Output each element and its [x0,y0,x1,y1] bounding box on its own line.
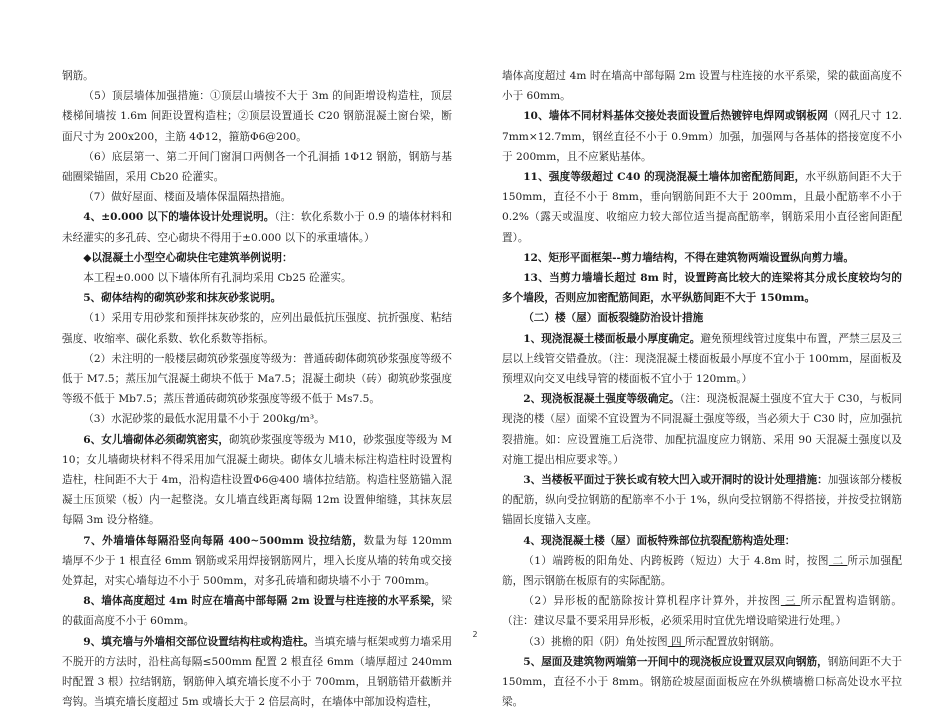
paragraph [502,329,902,390]
body-text: 梁的截面高度不小于 60mm。 [62,595,452,628]
paragraph [502,652,902,713]
bold-text: 3、当楼板平面过于狭长或有较大凹入或开洞时的设计处理措施： [523,474,828,487]
paragraph [502,591,902,631]
body-text: 墙体高度超过 4m 时在墙高中部每隔 2m 设置与柱连接的水平系梁，梁的截面高度不小于 60mm。 [502,70,902,103]
left-column [62,66,452,713]
body-text: 数量为每 120mm 墙厚不少于 1 根直径 6mm 钢筋或采用焊接钢筋网片，埋入长度从墙的转角或交接处算起，对实心墙每边不小于 500mm，对多孔砖墙和砌块墙不小于 700mm。 [62,534,452,588]
paragraph [62,349,452,410]
right-column [502,66,902,713]
body-text: 水平纵筋间距不大于 150mm，直径不小于 8mm，垂向钢筋间距不大于 200mm，且最小配筋率不小于 0.2%（露天或温度、收缩应力较大部位适当提高配筋率，钢筋采用小直径密间距配置）。 [502,171,903,244]
body-text: 所示加强配筋，图示钢筋在板原有的实际配筋。 [502,554,902,588]
bold-text: 6、女儿墙砌体必须砌筑密实， [83,433,229,446]
paragraph [62,187,452,207]
paragraph [62,308,452,348]
paragraph [62,531,452,592]
page-number: 2 [472,630,478,639]
paragraph [62,86,452,147]
body-text: （2）异形板的配筋除按计算机程序计算外，并按图 [523,595,781,608]
paragraph [502,308,902,328]
body-text: （2）未注明的一般楼层砌筑砂浆强度等级为：普通砖砌体砌筑砂浆强度等级不低于 M7.5；蒸压加气混凝土砌块不低于 Ma7.5；混凝土砌块（砖）砌筑砂浆强度等级不低于 Mb7.5；蒸压普通砖砌筑砂浆强度等级不低于 Ms7.5。 [62,352,452,406]
bold-text: 2、现浇板混凝土强度等级确定。 [523,393,680,406]
body-text: （网孔尺寸 12.7mm×12.7mm，钢丝直径不小于 0.9mm）加强，加强网与各基体的搭接宽度不小于 200mm，且不应紧贴基体。 [502,110,902,163]
body-text: 钢筋。 [62,70,94,82]
body-text: （5）顶层墙体加强措施：①顶层山墙按不大于 3m 的间距增设构造柱，顶层楼梯间墙按 1.6m 间距设置构造柱；②顶层设置通长 C20 钢筋混凝土窗台梁，断面尺寸为 200x200，主筋 4Φ12，箍筋Φ6@200。 [62,90,452,143]
bold-text: 1、现浇混凝土楼面板最小厚度确定。 [523,332,701,345]
body-text: （1）端跨板的阳角处、内跨板跨（短边）大于 4.8m 时，按图 [523,554,829,567]
body-text: （3）挑檐的阳（阴）角处按图 [523,635,668,648]
paragraph [62,147,452,187]
body-text: （6）底层第一、第二开间门窗洞口两侧各一个孔洞插 1Φ12 钢筋，钢筋与基础圈梁锚固，采用 Cb20 砼灌实。 [62,150,452,184]
paragraph [62,430,452,531]
figure-ref: 四 [667,635,685,648]
paragraph [62,288,452,308]
bold-text: 7、外墙墙体每隔沿竖向每隔 400~500mm 设拉结筋， [83,534,364,547]
body-text: 砌筑砂浆强度等级为 M10，砂浆强度等级为 M10；女儿墙砌块材料不得采用加气混凝土砌块。砌体女儿墙未标注构造柱时设置构造柱，柱间距不大于 4m，沿构造柱设置Φ6@400 墙体拉结筋。构造柱竖筋锚入混凝土压顶梁（板）内一起整浇。女儿墙直线距离每隔 12m 设置伸缩缝，其抹灰层每隔 3m 设分格缝。 [62,433,452,527]
paragraph [62,207,452,247]
bold-text: 8、墙体高度超过 4m 时应在墙高中部每隔 2m 设置与柱连接的水平系梁， [83,595,442,608]
figure-ref: 三 [780,595,801,608]
bold-text: ◆以混凝土小型空心砌块住宅建筑举例说明： [83,251,293,264]
figure-ref: 二 [828,554,848,567]
body-text: （注：软化系数小于 0.9 的墙体材料和未经灌实的多孔砖、空心砌块不得用于±0.000 以下的承重墙体。） [62,211,453,244]
bold-text: 4、现浇混凝土楼（屋）面板特殊部位抗裂配筋构造处理： [523,534,796,547]
paragraph [502,531,902,551]
paragraph [62,66,452,86]
body-text: （7）做好屋面、楼面及墙体保温隔热措施。 [83,191,292,204]
paragraph [502,248,902,268]
paragraph [502,106,902,167]
body-text: 所示配置放射钢筋。 [685,635,781,648]
paragraph [502,167,902,248]
bold-text: 5、砌体结构的砌筑砂浆和抹灰砂浆说明。 [83,292,282,305]
bold-text: （二）楼（屋）面板裂缝防治设计措施 [523,312,704,325]
paragraph [62,268,452,288]
bold-text: 9、填充墙与外墙相交部位设置结构柱或构造柱。 [83,635,314,648]
bold-text: 10、墙体不同材料基体交接处表面设置后热镀锌电焊网或钢板网 [523,110,828,123]
bold-text: 4、±0.000 以下的墙体设计处理说明。 [83,211,275,224]
body-text: 所示配置构造钢筋。（注：建议尽量不要采用异形板，必须采用时宜优先增设暗梁进行处理。） [502,595,902,628]
body-text: （1）采用专用砂浆和预拌抹灰砂浆的，应列出最低抗压强度、抗折强度、粘结强度、收缩率、碳化系数、软化系数等指标。 [62,312,452,345]
paragraph [62,409,452,429]
bold-text: 5、屋面及建筑物两端第一开间中的现浇板应设置双层双向钢筋， [523,655,828,668]
body-text: 避免预埋线管过度集中布置，严禁三层及三层以上线管交错叠放。（注：现浇混凝土楼面板最小厚度不宜小于 100mm，屋面板及预埋双向交叉电线导管的楼面板不宜小于 120mm。） [502,332,903,386]
bold-text: 11、强度等级超过 C40 的现浇混凝土墙体加密配筋间距， [523,171,806,184]
paragraph [62,248,452,268]
bold-text: 12、矩形平面框架--剪力墙结构，不得在建筑物两端设置纵向剪力墙。 [523,251,854,264]
body-text: 加强该部分楼板的配筋，纵向受拉钢筋的配筋率不小于 1%，纵向受拉钢筋不得搭接，并按受拉钢筋锚固长度锚入支座。 [502,474,903,527]
body-text: 当填充墙与框架或剪力墙采用不脱开的方法时，沿柱高每隔≤500mm 配置 2 根直径 6mm（墙厚超过 240mm 时配置 3 根）拉结钢筋，钢筋伸入填充墙长度不小于 700mm，且钢筋错开截断并弯钩。当填充墙长度超过 5m 或墙长大于 2 倍层高时，在墙体中部加设构造柱， [62,635,453,709]
bold-text: 13、当剪力墙墙长超过 8m 时，设置跨高比较大的连梁将其分成长度较均匀的多个墙段，否则应加密配筋间距，水平纵筋间距不大于 150mm。 [502,272,902,305]
paragraph [502,66,902,106]
paragraph [62,632,452,713]
paragraph [502,268,902,308]
body-text: 本工程±0.000 以下墙体所有孔洞均采用 Cb25 砼灌实。 [83,272,352,285]
paragraph [502,389,902,470]
body-text: （3）水泥砂浆的最低水泥用量不小于 200kg/m³。 [83,413,325,426]
body-text: （注：现浇板混凝土强度不宜大于 C30，与板同现浇的楼（屋）面梁不宜设置为不同混凝土强度等级，当必须大于 C30 时，应加强抗裂措施。如：应设置施工后浇带、加配抗温度应力钢筋、采用 90 天混凝土强度以及对施工提出相应要求等。） [502,393,902,466]
paragraph [502,470,902,531]
paragraph [62,591,452,631]
body-text: 钢筋间距不大于 150mm，直径不小于 8mm。钢筋砼坡屋面面板应在外纵横墙檐口标高处设水平拉梁。 [502,655,903,709]
paragraph [502,551,902,591]
